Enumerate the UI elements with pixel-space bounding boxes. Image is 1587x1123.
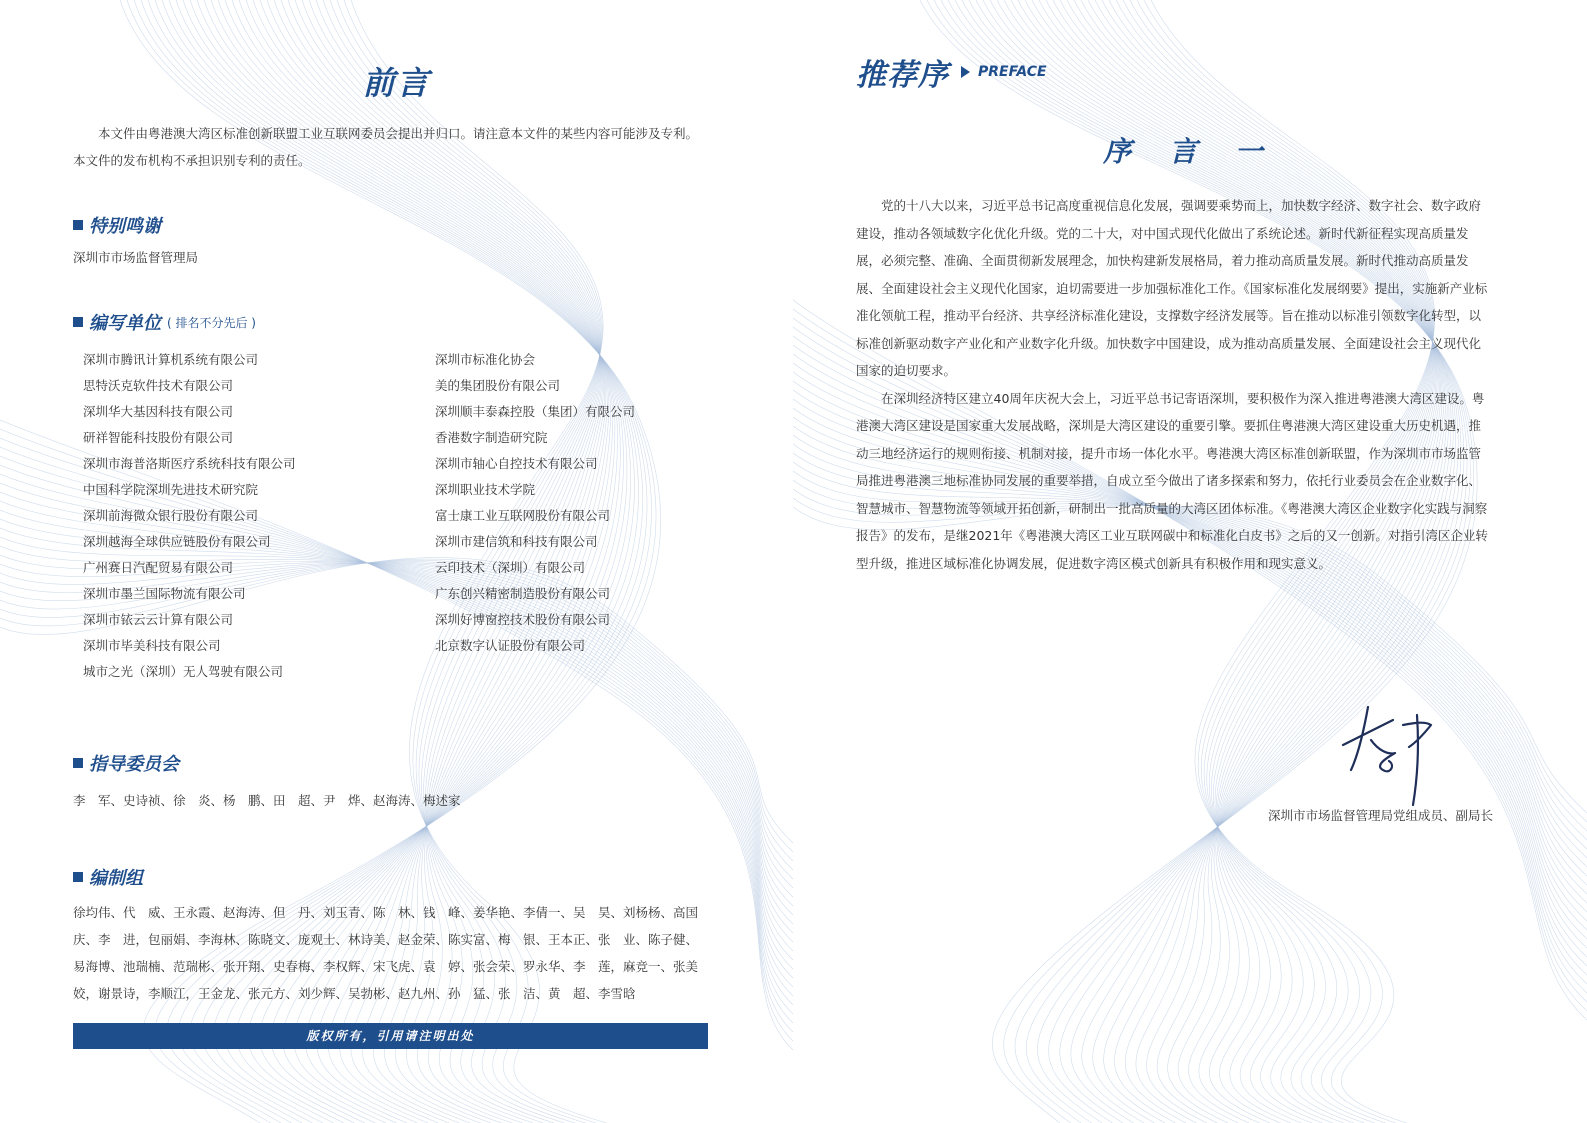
left-page <box>0 0 793 1123</box>
foreword-body <box>856 192 1490 577</box>
unit-item: 香港数字制造研究院 <box>435 430 548 445</box>
foreword-paragraph: 在深圳经济特区建立40周年庆祝大会上，习近平总书记寄语深圳，要积极作为深入推进粤港澳大湾区建设。粤港澳大湾区建设是国家重大发展战略，深圳是大湾区建设的重要引擎。要抓住粤港澳大湾区建设重大历史机遇，推动三地经济运行的规则衔接、机制对接，提升市场一体化水平。粤港澳大湾区标准创新联盟，作为深圳市市场监管局推进粤港澳三地标准协同发展的重要举措，自成立至今做出了诸多探索和努力，依托行业委员会在企业数字化、智慧城市、智慧物流等领域开拓创新，研制出一批高质量的大湾区团体标准。《粤港澳大湾区企业数字化实践与洞察报告》的发布，是继2021年《粤港澳大湾区工业互联网碳中和标准化白皮书》之后的又一创新。对指引湾区企业转型升级，推进区域标准化协调发展，促进数字湾区模式创新具有积极作用和现实意义。 <box>856 390 1488 571</box>
preface-header <box>856 50 1047 94</box>
preface-title: 推荐序 <box>856 58 949 93</box>
signature-icon <box>1333 695 1443 815</box>
unit-item: 思特沃克软件技术有限公司 <box>83 378 234 393</box>
unit-item: 城市之光（深圳）无人驾驶有限公司 <box>83 664 284 679</box>
square-bullet-icon <box>73 317 83 327</box>
unit-item: 广州赛日汽配贸易有限公司 <box>83 560 234 575</box>
unit-item: 深圳前海微众银行股份有限公司 <box>83 508 259 523</box>
right-page <box>793 0 1587 1123</box>
group-members: 徐均伟、代 威、王永霞、赵海涛、但 丹、刘玉青、陈 林、钱 峰、姜华艳、李倩一、吴 昊、刘杨杨、高国庆、李 进，包丽娟、李海林、陈晓文、庞观士、林诗美、赵金荣、陈实富、梅 银、王本正、张 业、陈子健、易海博、池瑞楠、范瑞彬、张开翔、史春梅、李权辉、宋飞虎、袁 婷、张会荣、罗永华、李 莲，麻竞一、张美姣，谢景诗，李顺江，王金龙、张元方、刘少辉、吴勃彬、赵九州、孙 猛、张 洁、黄 超、李雪晗 <box>73 905 699 1001</box>
section-heading-label: 指导委员会 <box>89 754 179 775</box>
unit-item: 深圳市建信筑和科技有限公司 <box>435 534 598 549</box>
section-heading-thanks <box>73 212 161 238</box>
section-heading-label: 编写单位 <box>89 313 161 334</box>
unit-item: 深圳职业技术学院 <box>435 482 536 497</box>
signer-title: 深圳市市场监督管理局党组成员、副局长 <box>1267 808 1493 823</box>
unit-item: 广东创兴精密制造股份有限公司 <box>435 586 611 601</box>
unit-item: 深圳越海全球供应链股份有限公司 <box>83 534 271 549</box>
section-heading-group <box>73 864 143 890</box>
page-title: 前言 <box>362 64 431 102</box>
section-heading-label: 特别鸣谢 <box>89 216 161 237</box>
section-heading-committee <box>73 750 179 776</box>
unit-item: 深圳市海普洛斯医疗系统科技有限公司 <box>83 456 296 471</box>
unit-item: 云印技术（深圳）有限公司 <box>435 560 586 575</box>
section-heading-units <box>73 309 256 335</box>
unit-item: 深圳市墨兰国际物流有限公司 <box>83 586 246 601</box>
play-triangle-icon <box>961 66 970 78</box>
units-list-right <box>435 347 635 659</box>
preface-subtitle: PREFACE <box>978 64 1047 80</box>
unit-item: 深圳市毕美科技有限公司 <box>83 638 221 653</box>
unit-item: 深圳好博窗控技术股份有限公司 <box>435 612 611 627</box>
square-bullet-icon <box>73 758 83 768</box>
committee-members: 李 军、史诗祯、徐 炎、杨 鹏、田 超、尹 烨、赵海涛、梅述家 <box>73 793 461 808</box>
square-bullet-icon <box>73 872 83 882</box>
unit-item: 研祥智能科技股份有限公司 <box>83 430 234 445</box>
unit-item: 富士康工业互联网股份有限公司 <box>435 508 611 523</box>
unit-item: 深圳顺丰泰森控股（集团）有限公司 <box>435 404 636 419</box>
foreword-title: 序 言 一 <box>1103 135 1277 168</box>
section-heading-note: ( 排名不分先后 ) <box>167 315 256 330</box>
unit-item: 深圳市标准化协会 <box>435 352 536 367</box>
thanks-text: 深圳市市场监督管理局 <box>73 250 199 265</box>
unit-item: 深圳市轴心自控技术有限公司 <box>435 456 598 471</box>
unit-item: 深圳市铱云云计算有限公司 <box>83 612 234 627</box>
unit-item: 北京数字认证股份有限公司 <box>435 638 586 653</box>
square-bullet-icon <box>73 220 83 230</box>
intro-paragraph: 本文件由粤港澳大湾区标准创新联盟工业互联网委员会提出并归口。请注意本文件的某些内容可能涉及专利。本文件的发布机构不承担识别专利的责任。 <box>73 126 699 168</box>
section-heading-label: 编制组 <box>89 868 143 889</box>
units-list-left <box>83 347 296 685</box>
copyright-banner: 版权所有，引用请注明出处 <box>73 1023 708 1049</box>
unit-item: 美的集团股份有限公司 <box>435 378 561 393</box>
unit-item: 深圳市腾讯计算机系统有限公司 <box>83 352 259 367</box>
unit-item: 中国科学院深圳先进技术研究院 <box>83 482 259 497</box>
unit-item: 深圳华大基因科技有限公司 <box>83 404 234 419</box>
foreword-paragraph: 党的十八大以来，习近平总书记高度重视信息化发展，强调要乘势而上，加快数字经济、数字社会、数字政府建设，推动各领域数字化优化升级。党的二十大，对中国式现代化做出了系统论述。新时代新征程实现高质量发展，必须完整、准确、全面贯彻新发展理念，加快构建新发展格局，着力推动高质量发展。新时代推动高质量发展、全面建设社会主义现代化国家，迫切需要进一步加强标准化工作。《国家标准化发展纲要》提出，实施新产业标准化领航工程，推动平台经济、共享经济标准化建设，支撑数字经济发展等。旨在推动以标准引领数字化转型，以标准创新驱动数字产业化和产业数字化升级。加快数字中国建设，成为推动高质量发展、全面建设社会主义现代化国家的迫切要求。 <box>856 198 1488 378</box>
